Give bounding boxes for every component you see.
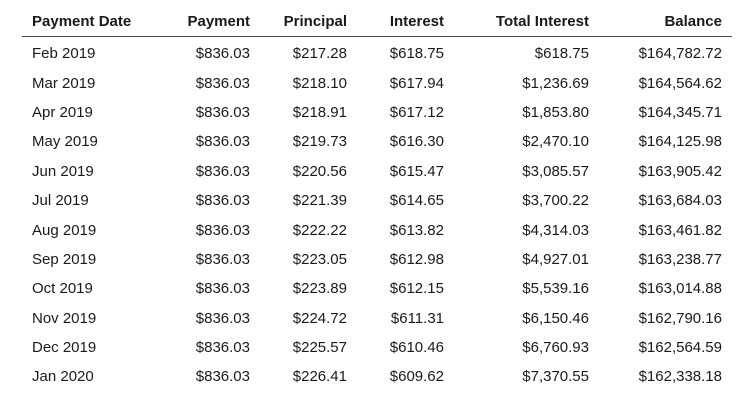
cell-payment: $836.03 <box>195 103 250 121</box>
table-row <box>22 98 732 127</box>
table-row <box>22 274 732 303</box>
cell-principal: $218.10 <box>292 74 347 92</box>
cell-payment: $836.03 <box>195 133 250 151</box>
cell-payment: $836.03 <box>195 162 250 180</box>
cell-principal: $223.05 <box>292 250 347 268</box>
cell-payment-date: Aug 2019 <box>32 221 97 239</box>
cell-payment: $836.03 <box>195 339 250 357</box>
cell-balance: $162,338.18 <box>638 368 722 386</box>
cell-interest: $616.30 <box>389 133 444 151</box>
header-row <box>22 6 732 37</box>
table-row <box>22 127 732 156</box>
cell-principal: $218.91 <box>292 103 347 121</box>
cell-principal: $222.22 <box>292 221 347 239</box>
cell-interest: $617.94 <box>389 74 444 92</box>
cell-interest: $617.12 <box>389 103 444 121</box>
cell-principal: $226.41 <box>292 368 347 386</box>
cell-total-interest: $3,700.22 <box>522 192 589 210</box>
cell-payment: $836.03 <box>195 368 250 386</box>
cell-balance: $163,461.82 <box>638 221 722 239</box>
cell-payment: $836.03 <box>195 221 250 239</box>
cell-payment-date: Nov 2019 <box>32 309 97 327</box>
cell-principal: $217.28 <box>292 45 347 63</box>
cell-payment-date: Jun 2019 <box>32 162 94 180</box>
header-total-interest: Total Interest <box>444 6 589 37</box>
header-payment: Payment <box>162 6 250 37</box>
cell-balance: $164,782.72 <box>638 45 722 63</box>
cell-balance: $163,238.77 <box>638 250 722 268</box>
cell-interest: $612.98 <box>389 250 444 268</box>
cell-principal: $224.72 <box>292 309 347 327</box>
cell-balance: $164,564.62 <box>638 74 722 92</box>
cell-total-interest: $5,539.16 <box>522 280 589 298</box>
cell-balance: $163,684.03 <box>638 192 722 210</box>
cell-total-interest: $3,085.57 <box>522 162 589 180</box>
table-row <box>22 215 732 244</box>
cell-balance: $163,905.42 <box>638 162 722 180</box>
cell-payment-date: Sep 2019 <box>32 250 97 268</box>
cell-payment-date: Feb 2019 <box>32 45 96 63</box>
table-row <box>22 333 732 362</box>
table-header <box>22 6 732 37</box>
table-row <box>22 362 732 391</box>
cell-total-interest: $4,314.03 <box>522 221 589 239</box>
cell-total-interest: $7,370.55 <box>522 368 589 386</box>
cell-interest: $614.65 <box>389 192 444 210</box>
cell-payment-date: Dec 2019 <box>32 339 97 357</box>
cell-total-interest: $1,236.69 <box>522 74 589 92</box>
amortization-schedule <box>22 6 722 392</box>
table-row <box>22 245 732 274</box>
cell-balance: $163,014.88 <box>638 280 722 298</box>
cell-interest: $610.46 <box>389 339 444 357</box>
cell-principal: $219.73 <box>292 133 347 151</box>
cell-payment: $836.03 <box>195 250 250 268</box>
cell-total-interest: $1,853.80 <box>522 103 589 121</box>
cell-payment-date: Mar 2019 <box>32 74 96 92</box>
cell-payment: $836.03 <box>195 192 250 210</box>
header-interest: Interest <box>347 6 444 37</box>
cell-principal: $220.56 <box>292 162 347 180</box>
cell-balance: $164,125.98 <box>638 133 722 151</box>
cell-interest: $615.47 <box>389 162 444 180</box>
cell-payment-date: Oct 2019 <box>32 280 93 298</box>
cell-interest: $613.82 <box>389 221 444 239</box>
cell-total-interest: $2,470.10 <box>522 133 589 151</box>
cell-balance: $164,345.71 <box>638 103 722 121</box>
table-row <box>22 186 732 215</box>
table-row <box>22 37 732 69</box>
cell-payment-date: Jan 2020 <box>32 368 94 386</box>
cell-interest: $611.31 <box>390 309 444 327</box>
cell-interest: $609.62 <box>389 368 444 386</box>
header-payment-date: Payment Date <box>22 6 162 37</box>
cell-interest: $612.15 <box>389 280 444 298</box>
cell-payment: $836.03 <box>195 45 250 63</box>
amortization-table <box>22 6 732 392</box>
header-principal: Principal <box>250 6 347 37</box>
cell-total-interest: $4,927.01 <box>522 250 589 268</box>
cell-payment: $836.03 <box>195 280 250 298</box>
cell-total-interest: $6,150.46 <box>522 309 589 327</box>
cell-principal: $223.89 <box>292 280 347 298</box>
cell-principal: $221.39 <box>292 192 347 210</box>
header-balance: Balance <box>589 6 732 37</box>
table-row <box>22 68 732 97</box>
table-row <box>22 304 732 333</box>
cell-payment-date: Apr 2019 <box>32 103 93 121</box>
cell-balance: $162,564.59 <box>638 339 722 357</box>
cell-payment: $836.03 <box>195 74 250 92</box>
cell-payment: $836.03 <box>195 309 250 327</box>
table-body <box>22 37 732 392</box>
table-row <box>22 157 732 186</box>
cell-principal: $225.57 <box>292 339 347 357</box>
cell-payment-date: May 2019 <box>32 133 98 151</box>
cell-payment-date: Jul 2019 <box>32 192 89 210</box>
cell-balance: $162,790.16 <box>638 309 722 327</box>
cell-total-interest: $6,760.93 <box>522 339 589 357</box>
cell-interest: $618.75 <box>389 45 444 63</box>
cell-total-interest: $618.75 <box>534 45 589 63</box>
